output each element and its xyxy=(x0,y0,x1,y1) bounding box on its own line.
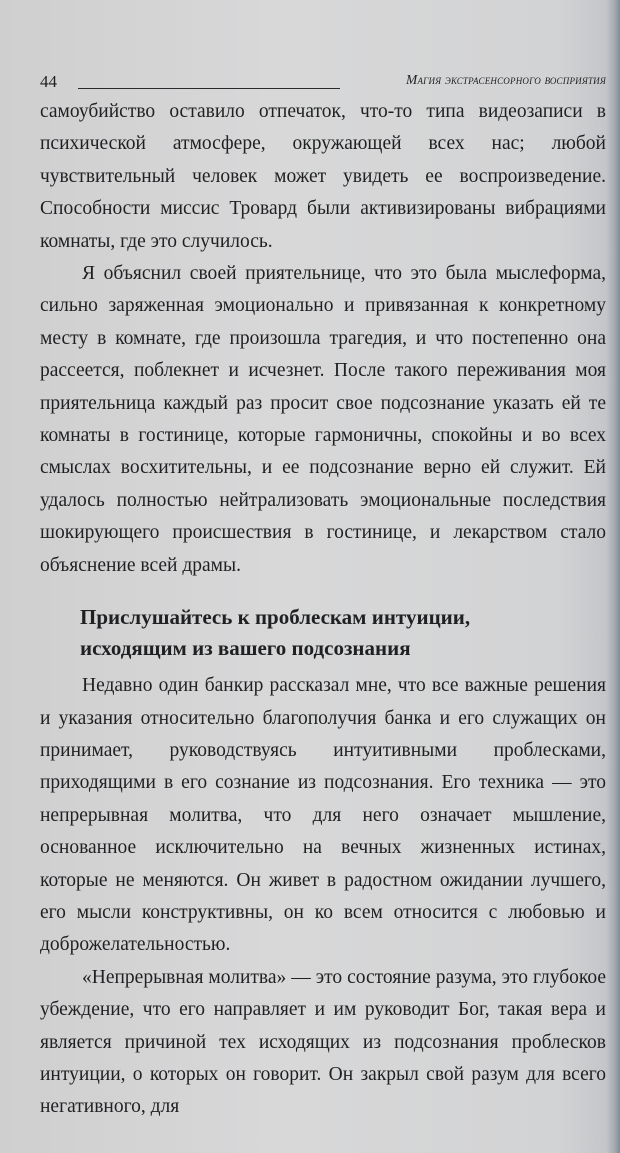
header-rule xyxy=(78,88,340,89)
running-head-title: Магия экстрасенсорного восприятия xyxy=(406,72,606,87)
spacer xyxy=(40,582,606,598)
paragraph: «Непрерывная молитва» — это состояние разума, это глубокое убеждение, что его направляет и им руководит Бог, такая вера и является причиной тех исходящих из подсознания проблесков интуиции, о которых он говорит. Он закрыл свой разум для всего негативного, для xyxy=(40,966,606,1118)
section-heading-line-1: Прислушайтесь к проблескам интуиции, xyxy=(80,605,471,630)
section-heading xyxy=(40,602,606,664)
section-heading-line-2: исходящим из вашего подсознания xyxy=(80,636,411,661)
paragraph: Я объяснил своей приятельнице, что это была мыслеформа, сильно заряженная эмоционально и привязанная к конкретному месту в комнате, где произошла трагедия, и что постепенно она рассеется, поблекнет и исчезнет. После такого переживания моя приятельница каждый раз просит свое подсознание указать ей те комнаты в гостинице, которые гармоничны, спокойны и во всех смыслах восхитительны, и ее подсознание верно ей служит. Ей удалось полностью нейтрализовать эмоциональные последствия шокирующего происшествия в гостинице, и лекарством стало объяснение всей драмы. xyxy=(40,263,606,576)
paragraph-continuation: самоубийство оставило отпечаток, что-то типа видеозаписи в психической атмосфере, окружающей всех нас; любой чувствительный человек может увидеть ее воспроизведение. Способности миссис Тровард были активизированы вибрациями комнаты, где это случилось. xyxy=(40,101,606,252)
running-head xyxy=(40,66,606,94)
paragraph: Недавно один банкир рассказал мне, что все важные решения и указания относительно благополучия банка и его служащих он принимает, руководствуясь интуитивными проблесками, приходящими в его сознание из подсознания. Его техника — это непрерывная молитва, что для него означает мышление, основанное исключительно на вечных жизненных истинах, которые не меняются. Он живет в радостном ожидании лучшего, его мысли конструктивны, он ко всем относится с любовью и доброжелательностью. xyxy=(40,675,606,956)
page-body xyxy=(40,96,606,1124)
page-number: 44 xyxy=(40,72,57,91)
scan-edge-shadow xyxy=(606,0,620,1153)
